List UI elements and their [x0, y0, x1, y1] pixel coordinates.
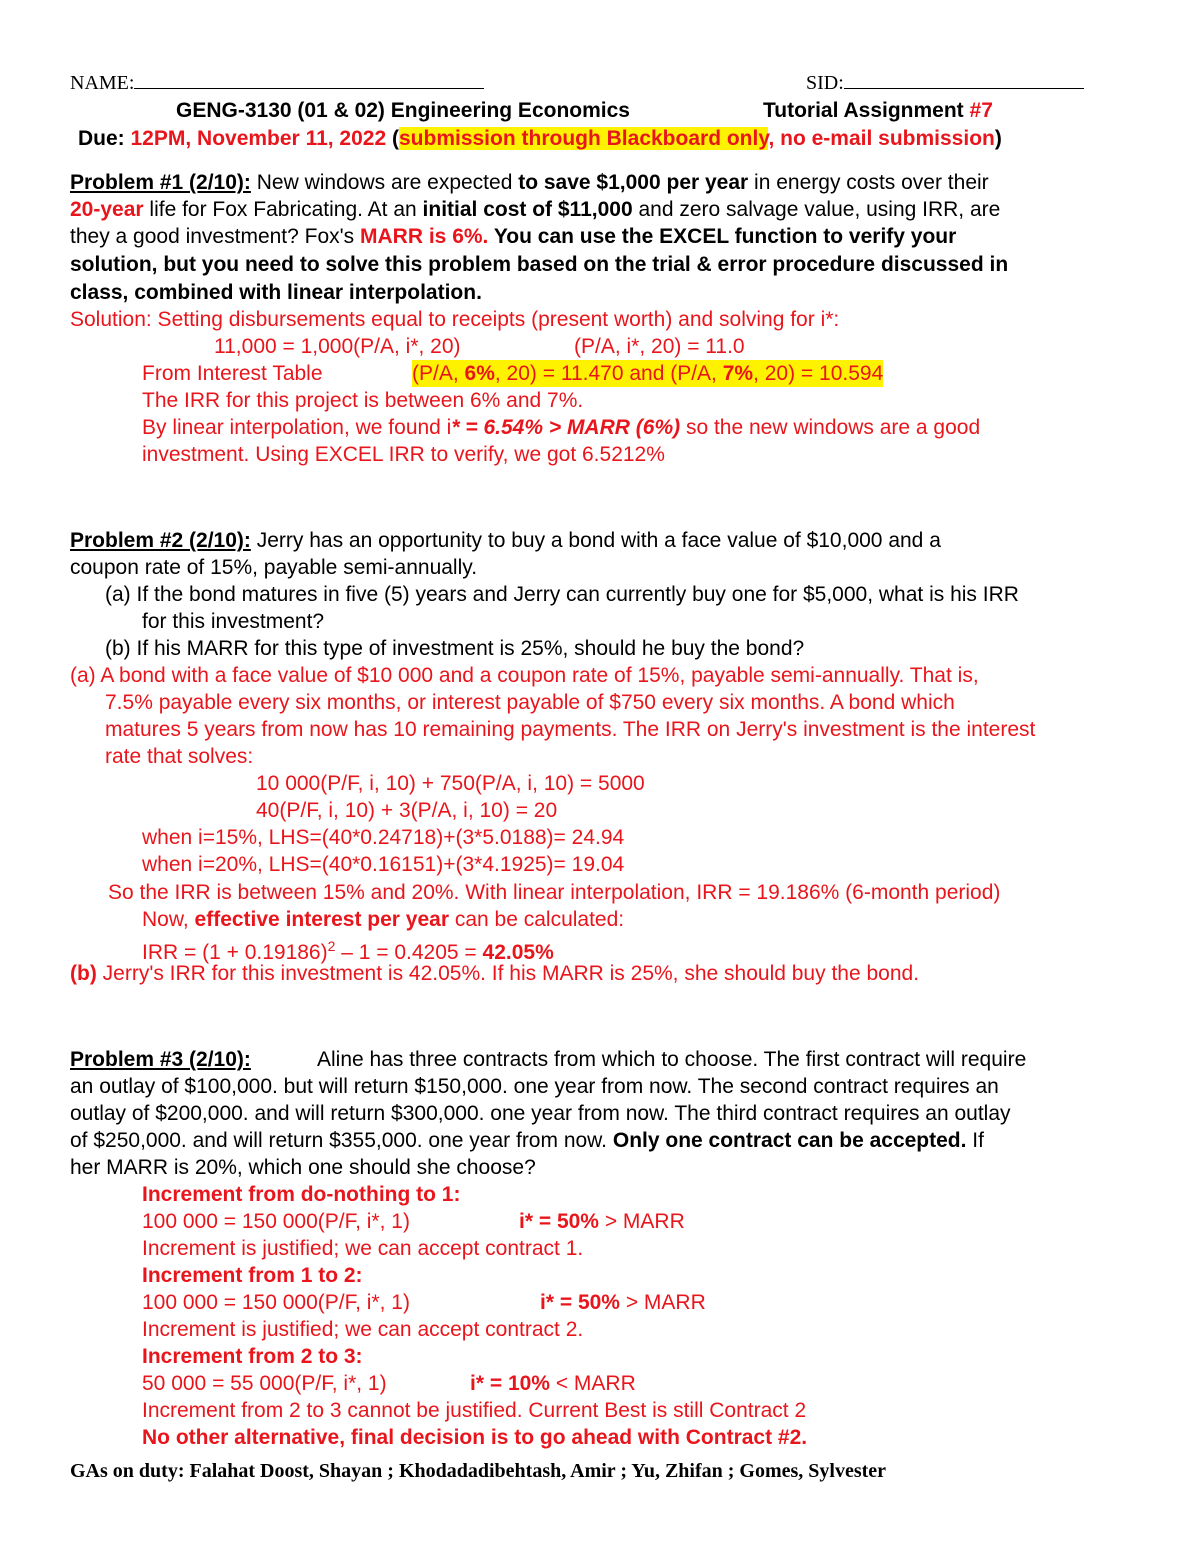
p3-inc1-eq: 100 000 = 150 000(P/F, i*, 1) [142, 1210, 410, 1233]
p1-solution-1: Solution: Setting disbursements equal to receipts (present worth) and solving for i*: [70, 308, 840, 331]
p2-sol-a-4: rate that solves: [105, 745, 254, 768]
p3-inc3-eq: 50 000 = 55 000(P/F, i*, 1) [142, 1372, 387, 1395]
p1-solution-5: By linear interpolation, we found i* = 6.54% > MARR (6%) so the new windows are a good [142, 416, 981, 439]
name-blank [134, 70, 484, 89]
p3-inc3-result: i* = 10% < MARR [470, 1372, 636, 1395]
p1-line-4: solution, but you need to solve this problem based on the trial & error procedure discussed in [70, 253, 1009, 276]
p3-inc1-justified: Increment is justified; we can accept contract 1. [142, 1237, 584, 1260]
sid-label: SID: [806, 72, 844, 94]
problem-2-title: Problem #2 (2/10): [70, 529, 251, 552]
p1-line-1: Problem #1 (2/10): New windows are expected to save $1,000 per year in energy costs over their [70, 171, 989, 194]
p2-sol-a-1: (a) A bond with a face value of $10 000 and a coupon rate of 15%, payable semi-annually. That is, [70, 664, 979, 687]
p3-line-2: an outlay of $100,000. but will return $150,000. one year from now. The second contract requires an [70, 1075, 999, 1098]
name-label: NAME: [70, 72, 135, 94]
p2-part-a-1: (a) If the bond matures in five (5) years and Jerry can currently buy one for $5,000, what is his IRR [105, 583, 1019, 606]
problem-3-title: Problem #3 (2/10): [70, 1048, 251, 1071]
p3-inc3-not-justified: Increment from 2 to 3 cannot be justified. Current Best is still Contract 2 [142, 1399, 807, 1422]
p2-irr: IRR = $(1 + 0.19186)^2 - 1 = 0.4205 = 42.05\%$ [142, 938, 554, 964]
p2-sol-a-2: 7.5% payable every six months, or interest payable of $750 every six months. A bond which [105, 691, 955, 714]
p3-inc1-result: i* = 50% > MARR [519, 1210, 685, 1233]
p2-sol-a-3: matures 5 years from now has 10 remaining payments. The IRR on Jerry's investment is the interest [105, 718, 1036, 741]
p3-inc2-eq: 100 000 = 150 000(P/F, i*, 1) [142, 1291, 410, 1314]
p2-line-1: Problem #2 (2/10): Jerry has an opportunity to buy a bond with a face value of $10,000 and a [70, 529, 941, 552]
assignment-title: Tutorial Assignment #7 [763, 99, 993, 122]
name-line [70, 70, 484, 97]
p3-line-5: her MARR is 20%, which one should she choose? [70, 1156, 536, 1179]
p1-solution-4: The IRR for this project is between 6% and 7%. [142, 389, 584, 412]
p3-final-decision: No other alternative, final decision is to go ahead with Contract #2. [142, 1426, 808, 1449]
problem-1-title: Problem #1 (2/10): [70, 171, 251, 194]
p1-solution-2b: (P/A, i*, 20) = 11.0 [574, 335, 745, 358]
p2-now: Now, effective interest per year can be calculated: [142, 908, 625, 931]
p1-line-3: they a good investment? Fox's MARR is 6%. You can use the EXCEL function to verify your [70, 225, 957, 248]
p1-solution-3a: From Interest Table [142, 362, 323, 385]
course-title: GENG-3130 (01 & 02) Engineering Economics [176, 99, 630, 122]
p3-inc2-justified: Increment is justified; we can accept contract 2. [142, 1318, 584, 1341]
p1-line-2: 20-year life for Fox Fabricating. At an initial cost of $11,000 and zero salvage value, using IRR, are [70, 198, 1001, 221]
p2-sol-b: (b) Jerry's IRR for this investment is 42.05%. If his MARR is 25%, she should buy the bond. [70, 962, 920, 985]
p3-line-4: of $250,000. and will return $355,000. one year from now. Only one contract can be accepted. If [70, 1129, 984, 1152]
p2-when-20: when i=20%, LHS=(40*0.16151)+(3*4.1925)= 19.04 [142, 853, 625, 876]
p2-eq-1: 10 000(P/F, i, 10) + 750(P/A, i, 10) = 5000 [256, 772, 645, 795]
p2-when-15: when i=15%, LHS=(40*0.24718)+(3*5.0188)= 24.94 [142, 826, 625, 849]
p3-inc1-title: Increment from do-nothing to 1: [142, 1183, 461, 1206]
p3-inc2-title: Increment from 1 to 2: [142, 1264, 363, 1287]
p2-part-b: (b) If his MARR for this type of investment is 25%, should he buy the bond? [105, 637, 805, 660]
p2-line-2: coupon rate of 15%, payable semi-annually. [70, 556, 478, 579]
p3-line-1 [70, 1046, 251, 1073]
due-line: Due: 12PM, November 11, 2022 (submission through Blackboard only, no e-mail submission) [78, 127, 1002, 150]
p3-inc3-title: Increment from 2 to 3: [142, 1345, 363, 1368]
p2-so: So the IRR is between 15% and 20%. With linear interpolation, IRR = 19.186% (6-month period) [108, 881, 1001, 904]
gas-on-duty: GAs on duty: Falahat Doost, Shayan ; Khodadadibehtash, Amir ; Yu, Zhifan ; Gomes, Sylvester [70, 1460, 887, 1482]
p1-interest-table: (P/A, 6%, 20) = 11.470 and (P/A, 7%, 20) = 10.594 [412, 362, 884, 385]
p1-solution-2a: 11,000 = 1,000(P/A, i*, 20) [214, 335, 461, 358]
sid-blank [844, 70, 1084, 89]
p3-line-3: outlay of $200,000. and will return $300,000. one year from now. The third contract requires an outlay [70, 1102, 1011, 1125]
p1-line-5: class, combined with linear interpolation. [70, 281, 482, 304]
p3-inc2-result: i* = 50% > MARR [540, 1291, 706, 1314]
p2-eq-2: 40(P/F, i, 10) + 3(P/A, i, 10) = 20 [256, 799, 558, 822]
p2-part-a-2: for this investment? [142, 610, 325, 633]
p1-solution-6: investment. Using EXCEL IRR to verify, we got 6.5212% [142, 443, 665, 466]
sid-line [806, 70, 1084, 97]
p3-line-1-text: Aline has three contracts from which to choose. The first contract will require [317, 1048, 1027, 1071]
